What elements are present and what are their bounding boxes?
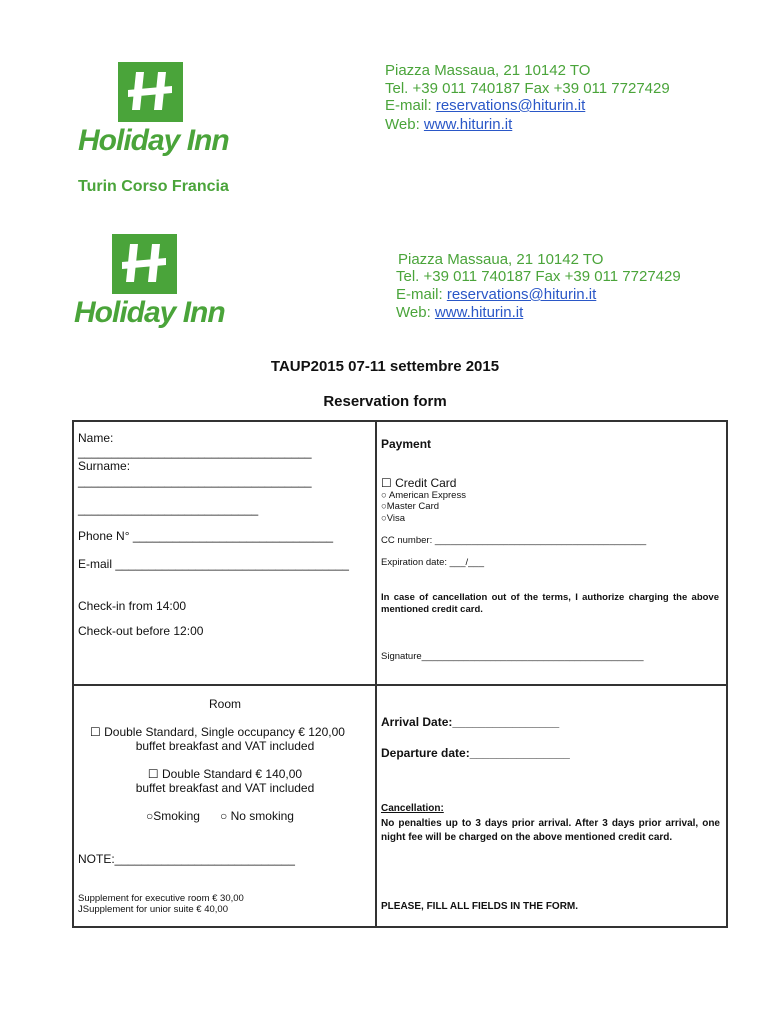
smoking-label: Smoking [153,809,200,823]
web-label: Web: [385,116,424,133]
radio-icon[interactable]: ○ [381,501,387,512]
supplement-executive: Supplement for executive room € 30,00 [78,893,244,904]
address: Piazza Massaua, 21 10142 TO [398,251,604,268]
expiration-field[interactable]: Expiration date: ___/___ [381,557,484,568]
credit-card-option[interactable] [381,476,456,490]
extra-field[interactable]: ___________________________ [78,502,259,516]
room-option-double[interactable] [74,767,376,781]
smoking-option[interactable] [146,809,200,823]
note-field[interactable]: NOTE:___________________________ [78,852,295,866]
phone-field[interactable]: Phone N° ______________________________ [78,529,334,543]
email-label: E-mail: [385,97,436,114]
checkbox-icon[interactable]: ☐ [90,725,101,739]
name-field[interactable]: ___________________________________ [78,445,312,459]
no-smoking-option[interactable] [220,809,294,823]
surname-label: Surname: [78,459,131,473]
no-smoking-label: No smoking [230,809,294,823]
radio-icon[interactable]: ○ [381,490,387,501]
surname-field[interactable]: ___________________________________ [78,474,312,488]
card-mastercard-option[interactable] [381,501,439,512]
room-option-label: Double Standard, Single occupancy € 120,00 [104,725,345,739]
form-title: Reservation form [323,393,447,410]
phone-fax: Tel. +39 011 740187 Fax +39 011 7727429 [385,80,670,97]
cancellation-authorization: In case of cancellation out of the terms, I authorize charging the above mentioned credit card. [381,592,719,615]
signature-field[interactable]: Signature__________________________________________ [381,651,644,662]
arrival-date-field[interactable]: Arrival Date:________________ [381,715,560,729]
email-label: E-mail: [396,286,447,303]
logo-wordmark: Holiday Inn [78,124,229,157]
room-option-note: buffet breakfast and VAT included [135,781,315,795]
payment-heading: Payment [381,437,432,451]
web-line [396,304,523,322]
web-link[interactable]: www.hiturin.it [423,116,513,133]
email-line [385,97,585,115]
card-label: Master Card [386,501,440,512]
checkbox-icon[interactable]: ☐ [381,476,392,490]
room-heading: Room [208,697,241,711]
checkbox-icon[interactable]: ☐ [147,767,159,781]
room-option-single[interactable] [90,725,345,739]
supplement-junior-suite: JSupplement for unior suite € 40,00 [78,904,228,915]
checkin-info: Check-in from 14:00 [78,599,187,613]
card-amex-option[interactable] [381,490,466,501]
web-link[interactable]: www.hiturin.it [434,304,524,321]
web-line [385,116,512,134]
fill-all-fields-notice: PLEASE, FILL ALL FIELDS IN THE FORM. [381,901,579,912]
radio-icon[interactable]: ○ [381,513,387,524]
radio-icon[interactable]: ○ [146,809,154,823]
email-link[interactable]: reservations@hiturin.it [446,286,597,303]
logo-mark-icon [112,234,177,294]
email-link[interactable]: reservations@hiturin.it [435,97,586,114]
room-option-note: buffet breakfast and VAT included [135,739,315,753]
card-visa-option[interactable] [381,513,405,524]
card-label: American Express [388,490,466,501]
cc-number-field[interactable]: CC number: ________________________________________ [381,535,647,546]
web-label: Web: [396,304,435,321]
email-line [396,286,596,304]
address: Piazza Massaua, 21 10142 TO [385,62,591,79]
credit-card-label: Credit Card [395,476,457,490]
phone-fax: Tel. +39 011 740187 Fax +39 011 7727429 [396,268,681,285]
logo-mark-icon [118,62,183,122]
column-divider [375,420,377,928]
logo-wordmark: Holiday Inn [74,296,225,329]
cancellation-heading: Cancellation: [381,803,444,814]
row-divider [72,684,728,686]
cancellation-policy: No penalties up to 3 days prior arrival. After 3 days prior arrival, one night fee will be charged on the above mentioned credit card. [381,818,720,843]
hotel-name: Turin Corso Francia [78,178,229,195]
departure-date-field[interactable]: Departure date:_______________ [381,746,570,760]
radio-icon[interactable]: ○ [220,809,228,823]
card-label: Visa [386,513,406,524]
event-title: TAUP2015 07-11 settembre 2015 [270,358,500,375]
email-field[interactable]: E-mail ___________________________________ [78,557,349,571]
name-label: Name: [78,431,114,445]
room-option-label: Double Standard € 140,00 [162,767,303,781]
checkout-info: Check-out before 12:00 [78,624,204,638]
